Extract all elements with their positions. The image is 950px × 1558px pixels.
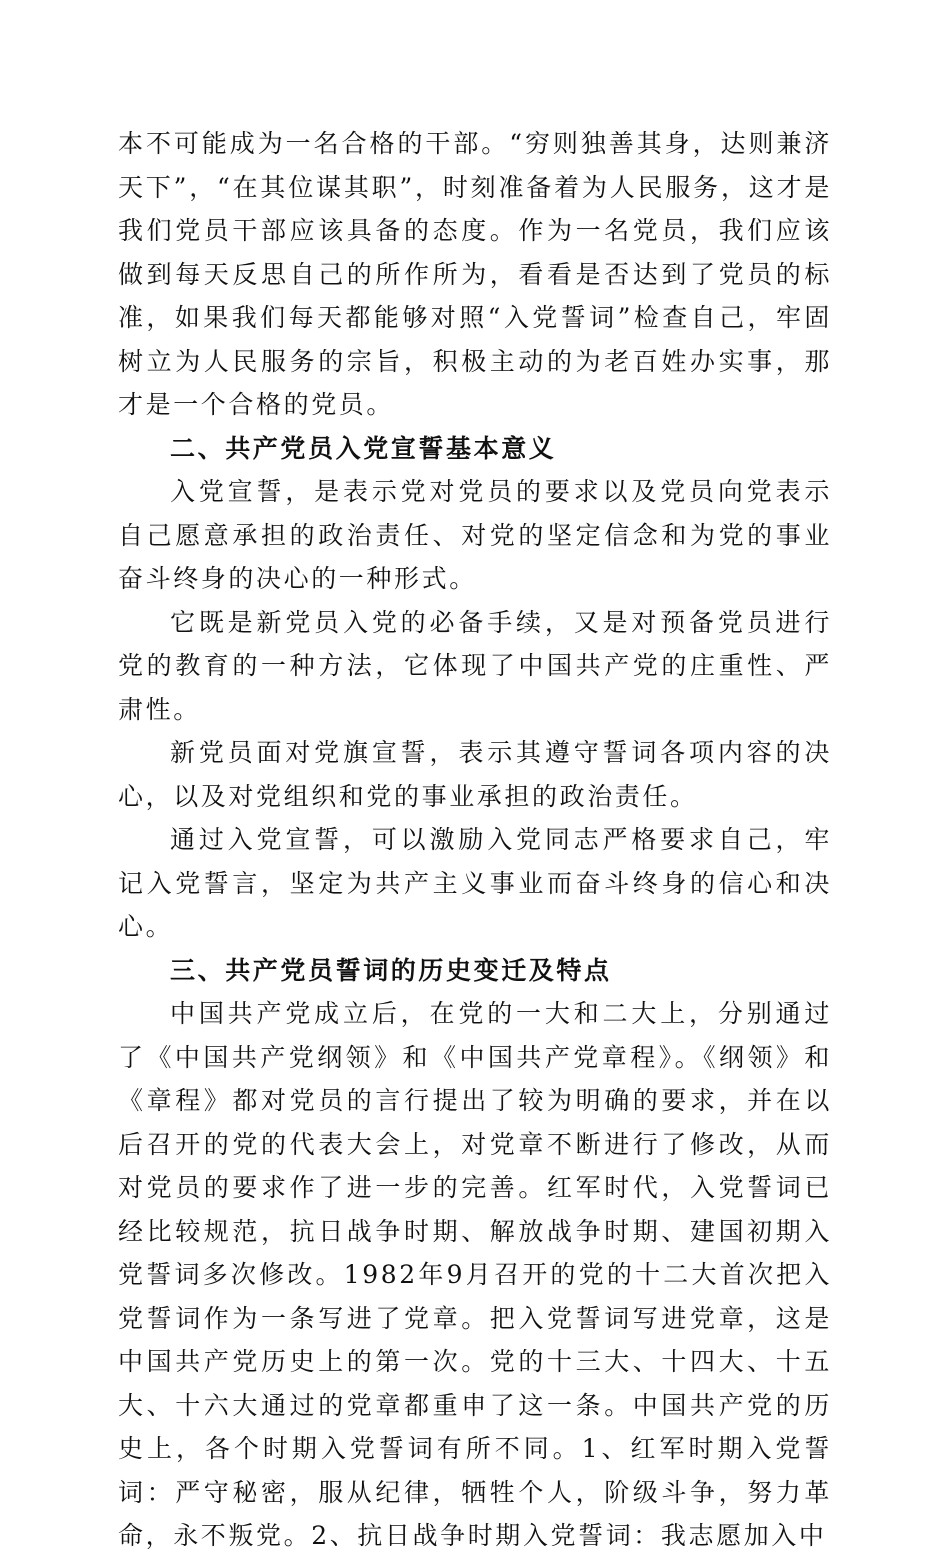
paragraph-oath-flag: 新党员面对党旗宣誓，表示其遵守誓词各项内容的决心，以及对党组织和党的事业承担的政治责任。 bbox=[118, 738, 832, 811]
paragraph-oath-motivation: 通过入党宣誓，可以激励入党同志严格要求自己，牢记入党誓言，坚定为共产主义事业而奋斗终身的信心和决心。 bbox=[118, 825, 832, 941]
section-heading-2: 二、共产党员入党宣誓基本意义 bbox=[170, 433, 557, 463]
paragraph-oath-procedure: 它既是新党员入党的必备手续，又是对预备党员进行党的教育的一种方法，它体现了中国共产党的庄重性、严肃性。 bbox=[118, 607, 832, 724]
paragraph-oath-meaning: 入党宣誓，是表示党对党员的要求以及党员向党表示自己愿意承担的政治责任、对党的坚定信念和为党的事业奋斗终身的决心的一种形式。 bbox=[118, 477, 832, 593]
paragraph-oath-history: 中国共产党成立后，在党的一大和二大上，分别通过了《中国共产党纲领》和《中国共产党章程》。《纲领》和《章程》都对党员的言行提出了较为明确的要求，并在以后召开的党的代表大会上，对党章不断进行了修改，从而对党员的要求作了进一步的完善。红军时代，入党誓词已经比较规范，抗日战争时期、解放战争时期、建国初期入党誓词多次修改。1982年9月召开的党的十二大首次把入党誓词作为一条写进了党章。把入党誓词写进党章，这是中国共产党历史上的第一次。党的十三大、十四大、十五大、十六大通过的党章都重申了这一条。中国共产党的历史上，各个时期入党誓词有所不同。1、红军时期入党誓词：严守秘密，服从纪律，牺牲个人，阶级斗争，努力革命，永不叛党。2、抗日战争时期入党誓词：我志愿加入中 bbox=[118, 999, 832, 1550]
section-heading-3: 三、共产党员誓词的历史变迁及特点 bbox=[170, 955, 612, 985]
paragraph-continuation: 本不可能成为一名合格的干部。“穷则独善其身，达则兼济天下”，“在其位谋其职”，时刻准备着为人民服务，这才是我们党员干部应该具备的态度。作为一名党员，我们应该做到每天反思自己的所作所为，看看是否达到了党员的标准，如果我们每天都能够对照“入党誓词”检查自己，牢固树立为人民服务的宗旨，积极主动的为老百姓办实事，那才是一个合格的党员。 bbox=[118, 129, 832, 419]
document-body bbox=[118, 122, 832, 1558]
